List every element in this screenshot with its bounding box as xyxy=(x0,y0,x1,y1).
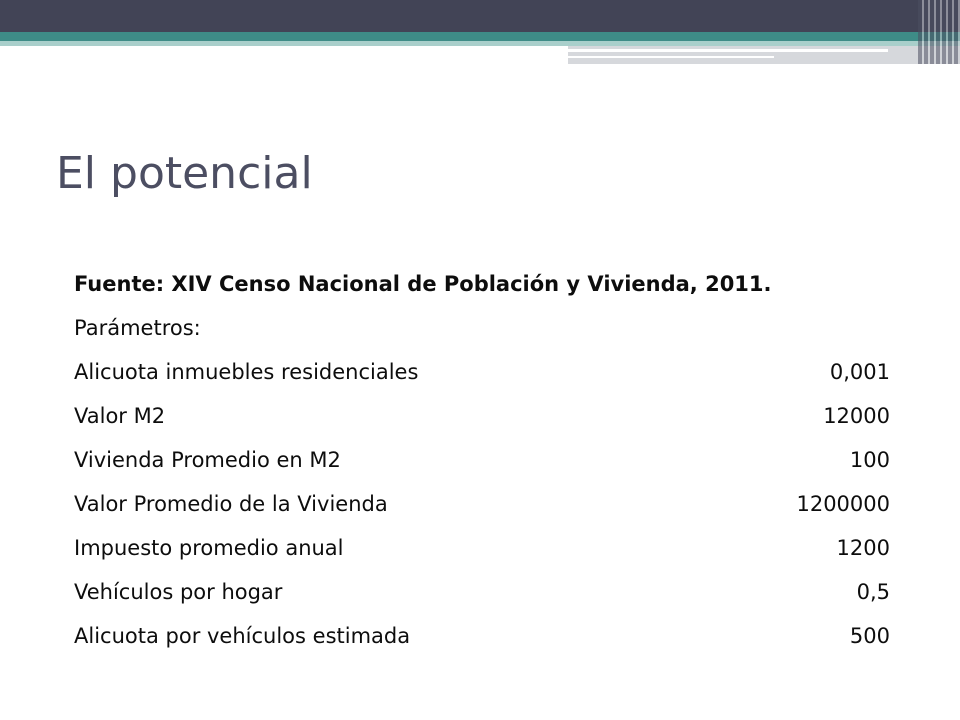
header-white-line xyxy=(568,49,888,52)
slide-title: El potencial xyxy=(56,148,313,199)
source-line: Fuente: XIV Censo Nacional de Población y Vivienda, 2011. xyxy=(74,272,772,296)
header-teal-bar xyxy=(0,32,960,41)
parameter-label: Valor Promedio de la Vivienda xyxy=(74,492,388,516)
parameters-label: Parámetros: xyxy=(74,316,201,340)
parameter-row xyxy=(74,394,890,438)
parameter-label: Impuesto promedio anual xyxy=(74,536,344,560)
parameter-label: Valor M2 xyxy=(74,404,166,428)
slide-body xyxy=(74,262,890,658)
header-stripes xyxy=(918,0,960,64)
parameter-value: 1200 xyxy=(836,536,890,560)
parameter-value: 100 xyxy=(849,448,890,472)
parameter-label: Alicuota por vehículos estimada xyxy=(74,624,411,648)
parameter-row xyxy=(74,526,890,570)
parameter-value: 0,5 xyxy=(856,580,890,604)
parameter-value: 12000 xyxy=(823,404,890,428)
parameter-row xyxy=(74,350,890,394)
parameter-row xyxy=(74,482,890,526)
parameter-value: 0,001 xyxy=(829,360,890,384)
parameter-value: 1200000 xyxy=(796,492,890,516)
parameter-value: 500 xyxy=(849,624,890,648)
parameter-row xyxy=(74,438,890,482)
header-white-line xyxy=(568,56,774,58)
parameter-label: Vehículos por hogar xyxy=(74,580,283,604)
parameter-row xyxy=(74,614,890,658)
header-dark-bar xyxy=(0,0,960,32)
parameter-row xyxy=(74,570,890,614)
parameter-label: Alicuota inmuebles residenciales xyxy=(74,360,419,384)
parameter-label: Vivienda Promedio en M2 xyxy=(74,448,341,472)
